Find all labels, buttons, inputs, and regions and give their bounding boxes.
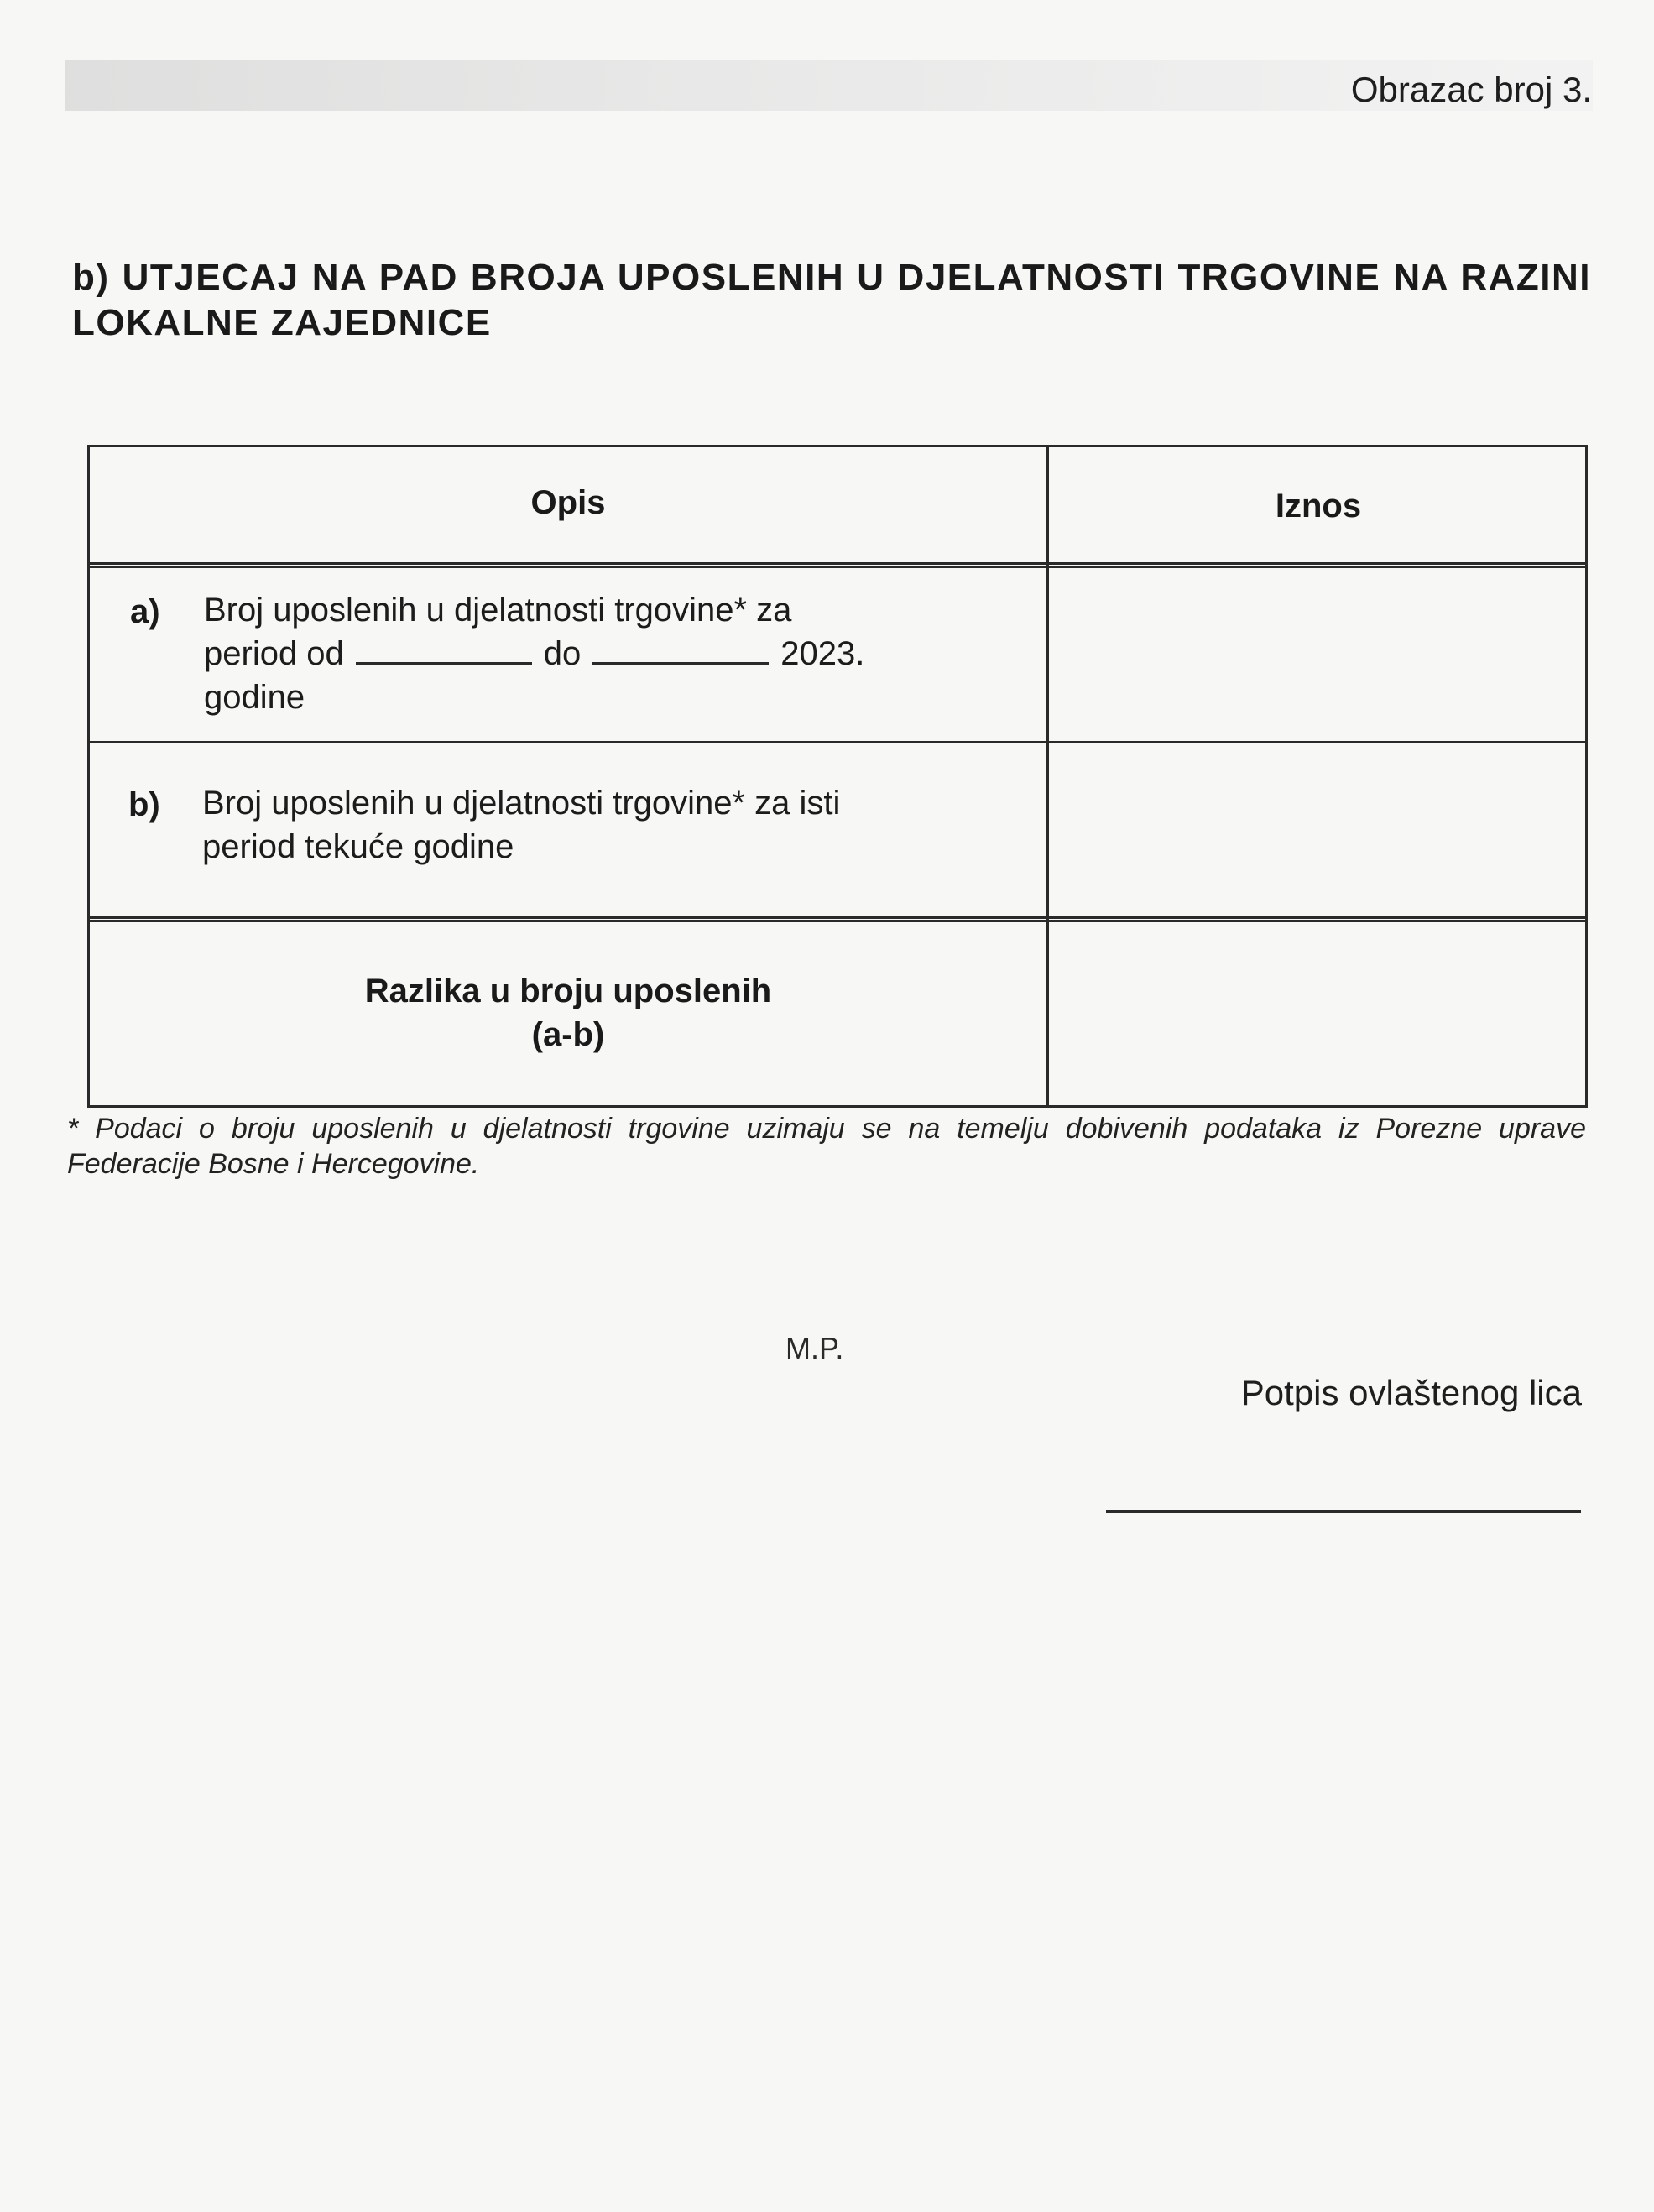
total-divider [90, 916, 1585, 922]
form-table [87, 445, 1588, 1108]
signature-line[interactable] [1106, 1510, 1581, 1513]
total-amount-cell[interactable] [1049, 922, 1588, 1105]
period-from-blank[interactable] [356, 634, 532, 665]
total-label [90, 969, 1046, 1056]
row-b-amount-cell[interactable] [1049, 743, 1588, 916]
form-number: Obrazac broj 3. [1350, 70, 1592, 109]
period-to-blank[interactable] [592, 634, 769, 665]
header-description: Opis [530, 484, 606, 521]
row-a-amount-cell[interactable] [1049, 568, 1588, 741]
header-divider [90, 562, 1585, 568]
row-b-line1: Broj uposlenih u djelatnosti trgovine* za isti [202, 785, 841, 822]
row-a-letter: a) [130, 593, 160, 630]
row-a-line3: godine [204, 679, 305, 716]
stamp-place-label: M.P. [785, 1331, 844, 1365]
section-heading: b) UTJECAJ NA PAD BROJA UPOSLENIH U DJELATNOSTI TRGOVINE NA RAZINI LOKALNE ZAJEDNICE [72, 257, 1591, 343]
row-a-line1: Broj uposlenih u djelatnosti trgovine* za [204, 592, 792, 629]
total-line1: Razlika u broju uposlenih [364, 973, 772, 1009]
row-b-letter: b) [128, 786, 160, 823]
row-a-period-line [204, 632, 1026, 676]
footnote: * Podaci o broju uposlenih u djelatnosti trgovine uzimaju se na temelju dobivenih podataka iz Porezne uprave Federacije Bosne i Hercegovine. [67, 1113, 1586, 1180]
row-b-description [202, 781, 1025, 869]
header-amount: Iznos [1275, 488, 1362, 524]
row-a-period-to-label: do [543, 635, 582, 672]
signature-label: Potpis ovlaštenog lica [1240, 1373, 1582, 1412]
row-a-description [204, 588, 1026, 719]
row-b-line2: period tekuće godine [202, 828, 514, 865]
row-a-period-from-label: period od [204, 635, 344, 672]
row-a-year: 2023. [780, 635, 865, 672]
total-line2: (a-b) [531, 1016, 605, 1053]
